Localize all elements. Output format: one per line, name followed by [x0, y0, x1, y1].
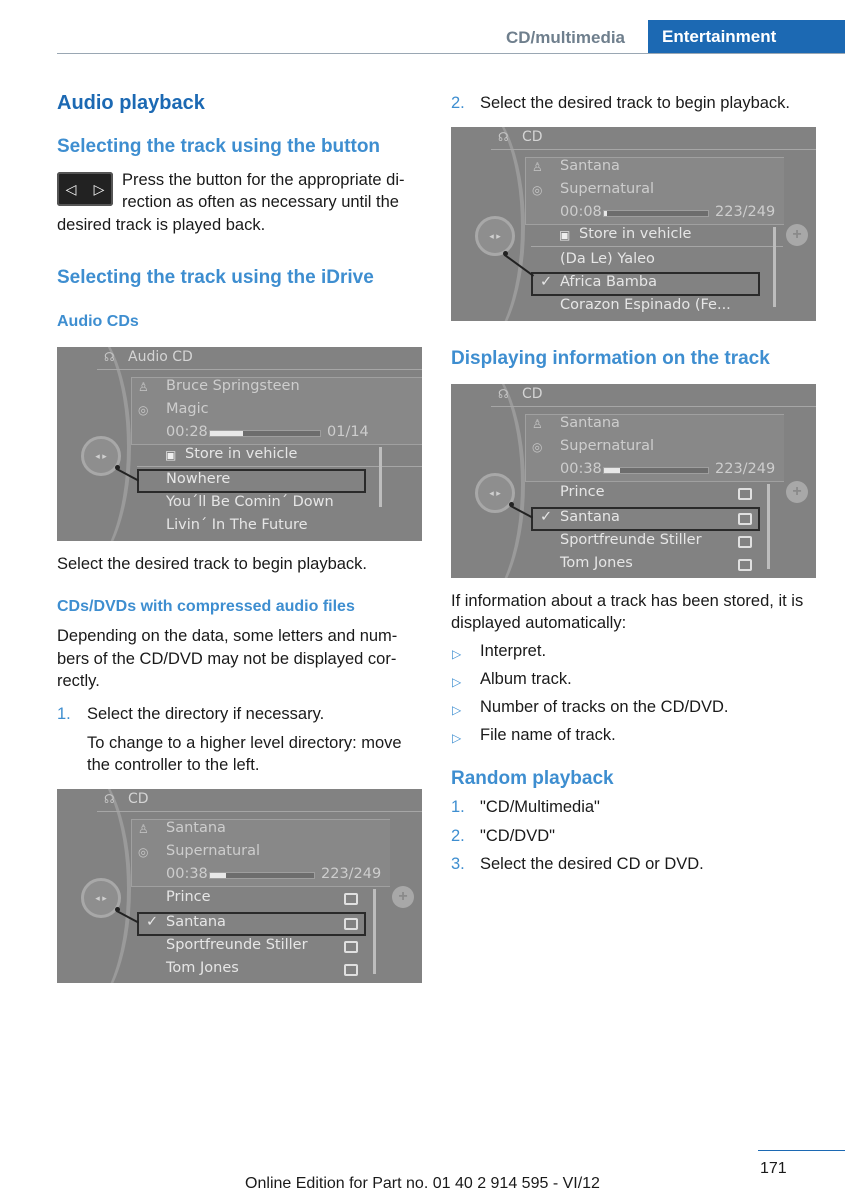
- bullet-marker-icon: ▷: [452, 703, 462, 717]
- artist-name: Santana: [560, 415, 620, 431]
- store-in-vehicle-item[interactable]: Store in vehicle: [185, 446, 298, 462]
- arrow-left-icon: ◁: [65, 180, 77, 197]
- track-item[interactable]: You´ll Be Comin´ Down: [166, 494, 334, 510]
- step-number: 2.: [451, 94, 465, 112]
- controller-knob-icon: ◂ ▸: [81, 436, 121, 476]
- cd-menu-icon: ☊: [104, 792, 115, 806]
- folder-icon: [738, 513, 752, 525]
- check-icon: ✓: [540, 274, 553, 290]
- album-name: Supernatural: [560, 438, 655, 454]
- artist-name: Bruce Springsteen: [166, 378, 300, 394]
- step-note-line1: To change to a higher level directory: move: [87, 734, 402, 752]
- header-rule: [57, 53, 845, 54]
- step-text: Select the directory if necessary.: [87, 705, 325, 723]
- paragraph-compressed-line3: rectly.: [57, 672, 100, 690]
- album-icon: ◎: [138, 403, 149, 417]
- step-text: "CD/Multimedia": [480, 798, 600, 816]
- heading-compressed-audio: CDs/DVDs with compressed audio files: [57, 598, 355, 615]
- plus-icon[interactable]: +: [786, 481, 808, 503]
- track-button-icon: [57, 172, 113, 206]
- step-text: Select the desired track to begin playback.: [480, 94, 791, 112]
- progress-bar: [209, 872, 315, 879]
- selection-frame: [137, 469, 366, 493]
- bullet-marker-icon: ▷: [452, 647, 462, 661]
- scrollbar[interactable]: [373, 889, 376, 974]
- store-icon: ▣: [165, 448, 177, 462]
- check-icon: ✓: [540, 509, 553, 525]
- track-counter: 223/249: [715, 461, 776, 477]
- track-item[interactable]: Corazon Espinado (Fe...: [560, 297, 731, 313]
- folder-icon: [344, 918, 358, 930]
- bullet-item: Interpret.: [480, 642, 547, 660]
- heading-select-by-button: Selecting the track using the button: [57, 136, 381, 157]
- header-section: CD/multimedia: [506, 28, 626, 47]
- folder-icon: [738, 536, 752, 548]
- paragraph-compressed-line2: bers of the CD/DVD may not be displayed cor-: [57, 650, 397, 668]
- artist-icon: ♙: [138, 822, 149, 836]
- bullet-item: Number of tracks on the CD/DVD.: [480, 698, 729, 716]
- step-text: "CD/DVD": [480, 827, 555, 845]
- footer-rule: [758, 1150, 845, 1151]
- screen-title: CD: [522, 129, 543, 145]
- controller-knob-icon: ◂ ▸: [475, 473, 515, 513]
- paragraph-info-line1: If information about a track has been stored, it is: [451, 592, 804, 610]
- check-icon: ✓: [146, 914, 159, 930]
- bullet-marker-icon: ▷: [452, 731, 462, 745]
- screen-title: CD: [522, 386, 543, 402]
- album-icon: ◎: [532, 440, 543, 454]
- track-item[interactable]: Livin´ In The Future: [166, 517, 308, 533]
- progress-bar: [603, 210, 709, 217]
- album-name: Supernatural: [166, 843, 261, 859]
- controller-knob-icon: ◂ ▸: [81, 878, 121, 918]
- artist-name: Santana: [560, 158, 620, 174]
- footer-edition: Online Edition for Part no. 01 40 2 914 595 - VI/12: [245, 1175, 600, 1192]
- store-in-vehicle-item[interactable]: Store in vehicle: [579, 226, 692, 242]
- plus-icon[interactable]: +: [786, 224, 808, 246]
- album-icon: ◎: [532, 183, 543, 197]
- artist-icon: ♙: [532, 417, 543, 431]
- bullet-item: File name of track.: [480, 726, 616, 744]
- artist-icon: ♙: [138, 380, 149, 394]
- step-text: Select the desired CD or DVD.: [480, 855, 704, 873]
- folder-item[interactable]: Tom Jones: [560, 555, 633, 571]
- scrollbar[interactable]: [767, 484, 770, 569]
- elapsed-time: 00:38: [560, 461, 602, 477]
- track-counter: 223/249: [715, 204, 776, 220]
- step-number: 1.: [451, 798, 465, 816]
- paragraph-button-line1: Press the button for the appropriate di-: [122, 171, 405, 189]
- folder-icon: [344, 893, 358, 905]
- cd-menu-icon: ☊: [498, 387, 509, 401]
- heading-track-information: Displaying information on the track: [451, 348, 770, 369]
- paragraph-select-track: Select the desired track to begin playback.: [57, 555, 368, 573]
- page-number: 171: [760, 1160, 787, 1177]
- cd-menu-icon: ☊: [104, 350, 115, 364]
- screenshot-cd-directory: [57, 789, 422, 983]
- screen-title: Audio CD: [128, 349, 193, 365]
- album-icon: ◎: [138, 845, 149, 859]
- artist-name: Santana: [166, 820, 226, 836]
- album-name: Supernatural: [560, 181, 655, 197]
- cd-menu-icon: ☊: [498, 130, 509, 144]
- folder-icon: [344, 941, 358, 953]
- album-name: Magic: [166, 401, 209, 417]
- arrow-right-icon: ▷: [93, 180, 105, 197]
- step-note-line2: the controller to the left.: [87, 756, 260, 774]
- heading-audio-cds: Audio CDs: [57, 313, 139, 330]
- artist-icon: ♙: [532, 160, 543, 174]
- progress-bar: [603, 467, 709, 474]
- step-number: 1.: [57, 705, 71, 723]
- paragraph-compressed-line1: Depending on the data, some letters and num-: [57, 627, 398, 645]
- paragraph-info-line2: displayed automatically:: [451, 614, 627, 632]
- paragraph-button-line2: rection as often as necessary until the: [122, 193, 399, 211]
- elapsed-time: 00:38: [166, 866, 208, 882]
- step-number: 2.: [451, 827, 465, 845]
- scrollbar[interactable]: [773, 227, 776, 307]
- step-number: 3.: [451, 855, 465, 873]
- folder-item[interactable]: Prince: [166, 889, 211, 905]
- folder-item[interactable]: Sportfreunde Stiller: [560, 532, 702, 548]
- folder-item[interactable]: Prince: [560, 484, 605, 500]
- track-item[interactable]: (Da Le) Yaleo: [560, 251, 655, 267]
- controller-knob-icon: ◂ ▸: [475, 216, 515, 256]
- screen-title: CD: [128, 791, 149, 807]
- folder-icon: [738, 559, 752, 571]
- bullet-item: Album track.: [480, 670, 572, 688]
- scrollbar[interactable]: [379, 447, 382, 507]
- heading-audio-playback: Audio playback: [57, 92, 205, 114]
- track-item[interactable]: Africa Bamba: [560, 274, 658, 290]
- store-icon: ▣: [559, 228, 571, 242]
- progress-bar: [209, 430, 321, 437]
- elapsed-time: 00:28: [166, 424, 208, 440]
- folder-icon: [344, 964, 358, 976]
- bullet-marker-icon: ▷: [452, 675, 462, 689]
- heading-select-by-idrive: Selecting the track using the iDrive: [57, 267, 374, 288]
- heading-random-playback: Random playback: [451, 768, 614, 789]
- screenshot-track-information: [451, 384, 816, 578]
- track-counter: 223/249: [321, 866, 382, 882]
- folder-item[interactable]: Tom Jones: [166, 960, 239, 976]
- folder-item[interactable]: Sportfreunde Stiller: [166, 937, 308, 953]
- track-counter: 01/14: [327, 424, 369, 440]
- screenshot-cd-tracks: [451, 127, 816, 321]
- paragraph-button-line3: desired track is played back.: [57, 216, 266, 234]
- track-item[interactable]: Nowhere: [166, 471, 231, 487]
- screenshot-audio-cd: [57, 347, 422, 541]
- plus-icon[interactable]: +: [392, 886, 414, 908]
- elapsed-time: 00:08: [560, 204, 602, 220]
- folder-item[interactable]: Santana: [166, 914, 226, 930]
- folder-icon: [738, 488, 752, 500]
- header-chapter-tab: Entertainment: [648, 20, 845, 54]
- folder-item[interactable]: Santana: [560, 509, 620, 525]
